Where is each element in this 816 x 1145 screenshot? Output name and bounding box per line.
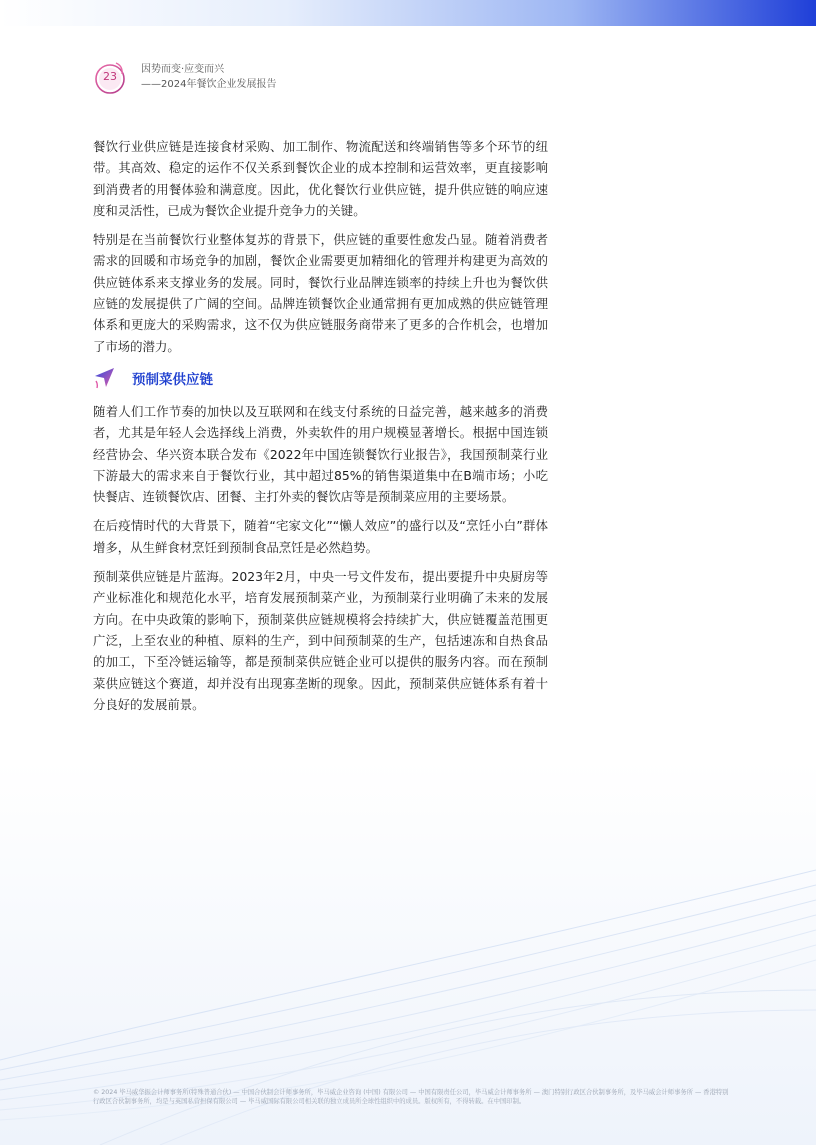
section-title: 预制菜供应链: [132, 371, 213, 388]
report-title: 因势而变·应变而兴: [141, 64, 225, 75]
top-gradient-bar: [0, 0, 816, 26]
paragraph: 餐饮行业供应链是连接食材采购、加工制作、物流配送和终端销售等多个环节的纽带。其高效、稳定的运作不仅关系到餐饮企业的成本控制和运营效率，更直接影响到消费者的用餐体验和满意度。因此，优化餐饮行业供应链，提升供应链的响应速度和灵活性，已成为餐饮企业提升竞争力的关键。: [93, 139, 548, 218]
paragraph: 特别是在当前餐饮行业整体复苏的背景下，供应链的重要性愈发凸显。随着消费者需求的回暖和市场竞争的加剧，餐饮企业需要更加精细化的管理并构建更为高效的供应链体系来支撑业务的发展。同时，餐饮行业品牌连锁率的持续上升也为餐饮供应链的发展提供了广阔的空间。品牌连锁餐饮企业通常拥有更加成熟的供应链管理体系和更庞大的采购需求，这不仅为供应链服务商带来了更多的合作机会，也增加了市场的潜力。: [93, 232, 548, 354]
section-arrow-icon: [93, 366, 117, 390]
section-heading: [93, 365, 548, 391]
page-number: 23: [103, 70, 117, 83]
main-content: [93, 136, 548, 723]
paragraph: 预制菜供应链是片蓝海。2023年2月，中央一号文件发布，提出要提升中央厨房等产业标准化和规范化水平，培育发展预制菜产业，为预制菜行业明确了未来的发展方向。在中央政策的影响下，预制菜供应链规模将会持续扩大，供应链覆盖范围更广泛，上至农业的种植、原料的生产，到中间预制菜的生产，包括速冻和自热食品的加工，下至冷链运输等，都是预制菜供应链企业可以提供的服务内容。而在预制菜供应链这个赛道，却并没有出现寡垄断的现象。因此，预制菜供应链体系有着十分良好的发展前景。: [93, 569, 548, 712]
paragraph: 随着人们工作节奏的加快以及互联网和在线支付系统的日益完善，越来越多的消费者，尤其是年轻人会选择线上消费，外卖软件的用户规模显著增长。根据中国连锁经营协会、华兴资本联合发布《2022年中国连锁餐饮行业报告》，我国预制菜行业下游最大的需求来自于餐饮行业，其中超过85%的销售渠道集中在B端市场；小吃快餐店、连锁餐饮店、团餐、主打外卖的餐饮店等是预制菜应用的主要场景。: [93, 403, 548, 505]
copyright-footer: © 2024 毕马威华振会计师事务所(特殊普通合伙) — 中国合伙制会计师事务所，毕马威企业咨询 (中国) 有限公司 — 中国有限责任公司，毕马威会计师事务所 — 澳门特别行政区合伙制事务所，及毕马威会计师事务所 — 香港特别行政区合伙制事务所，均是与英国私营担保有限公司 — 毕马威国际有限公司相关联的独立成员所全球性组织中的成员。版权所有，不得转载。在中国印制。: [93, 1089, 729, 1105]
paragraph: 在后疫情时代的大背景下，随着“宅家文化”“懒人效应”的盛行以及“烹饪小白”群体增多，从生鲜食材烹饪到预制食品烹饪是必然趋势。: [93, 518, 548, 555]
report-subtitle: ——2024年餐饮企业发展报告: [141, 79, 277, 90]
